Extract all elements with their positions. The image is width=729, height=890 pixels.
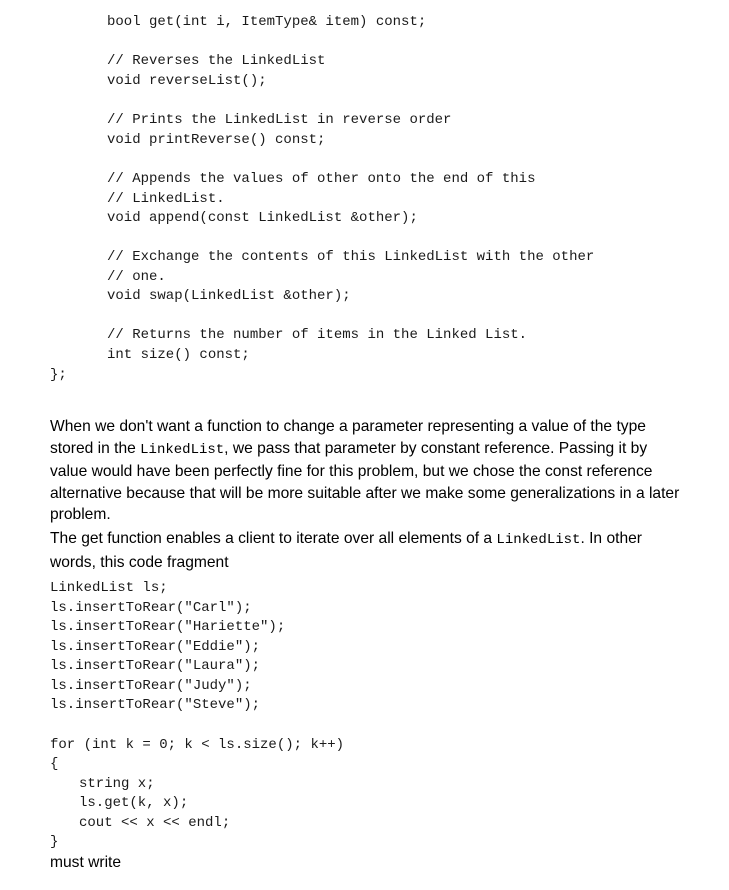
code-line-declare: LinkedList ls;: [50, 580, 168, 596]
code-line-insert: ls.insertToRear("Eddie");: [50, 639, 261, 655]
comment-swap-1: // Exchange the contents of this LinkedList with the other: [107, 249, 595, 265]
code-line-insert: ls.insertToRear("Carl");: [50, 600, 252, 616]
code-line-insert: ls.insertToRear("Laura");: [50, 658, 261, 674]
paragraph-get-function: [50, 528, 680, 573]
comment-append-2: // LinkedList.: [107, 191, 225, 207]
inline-code: LinkedList: [140, 441, 225, 458]
paragraph-text: . In other words, this code fragment: [50, 530, 642, 571]
code-line-open-brace: {: [50, 756, 59, 772]
comment-append-1: // Appends the values of other onto the end of this: [107, 171, 536, 187]
paragraph-text: must write: [50, 854, 122, 871]
code-line-swap: void swap(LinkedList &other);: [107, 288, 351, 304]
code-line-get: ls.get(k, x);: [79, 795, 189, 811]
code-line-size: int size() const;: [107, 347, 250, 363]
comment-swap-2: // one.: [107, 269, 166, 285]
code-line-insert: ls.insertToRear("Steve");: [50, 697, 261, 713]
code-line-for: for (int k = 0; k < ls.size(); k++): [50, 737, 345, 753]
paragraph-text: , we pass that parameter by constant reference. Passing it by value would have been perfectly fine for this problem, but we chose the const reference alternative because that will be more suitable after we make some generalizations in a later problem.: [50, 439, 680, 524]
trailing-text: [50, 852, 680, 874]
code-line-get: bool get(int i, ItemType& item) const;: [107, 14, 427, 30]
code-line-print-reverse: void printReverse() const;: [107, 132, 326, 148]
class-closing-brace: };: [50, 367, 67, 383]
code-line-reverse: void reverseList();: [107, 73, 267, 89]
inline-code: LinkedList: [496, 532, 581, 548]
paragraph-const-reference: [50, 416, 680, 526]
code-line-close-brace: }: [50, 834, 59, 850]
code-line-string: string x;: [79, 776, 155, 792]
code-line-append: void append(const LinkedList &other);: [107, 210, 418, 226]
code-line-cout: cout << x << endl;: [79, 815, 231, 831]
paragraph-text: The get function enables a client to iterate over all elements of a: [50, 530, 497, 547]
paragraph-text: When we don't want a function to change a parameter representing a value of the type stored in the: [50, 418, 646, 457]
comment-size: // Returns the number of items in the Linked List.: [107, 327, 528, 343]
comment-print-reverse: // Prints the LinkedList in reverse order: [107, 112, 452, 128]
code-line-insert: ls.insertToRear("Judy");: [50, 678, 252, 694]
code-line-insert: ls.insertToRear("Hariette");: [50, 619, 286, 635]
comment-reverse: // Reverses the LinkedList: [107, 53, 326, 69]
